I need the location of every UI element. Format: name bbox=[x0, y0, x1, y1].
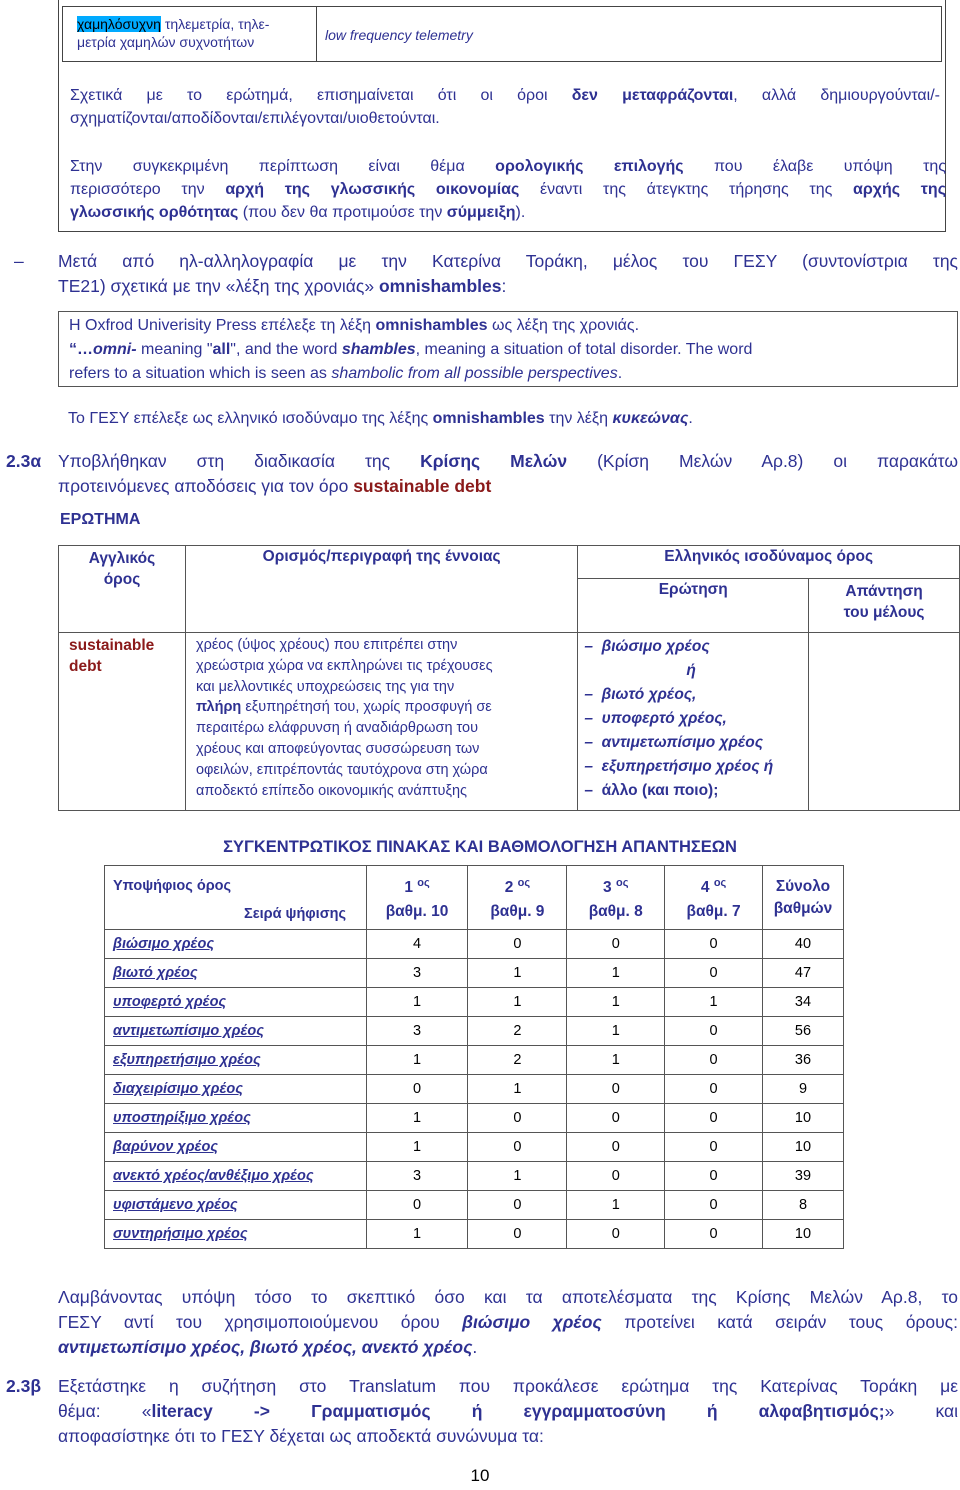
conclusion-l2c: προτείνει κατά σειράν τους όρους: bbox=[601, 1312, 958, 1332]
th-order-label: Σειρά ψήφισης bbox=[244, 906, 347, 922]
vote-count: 4 bbox=[366, 930, 468, 959]
oxford-term: omnishambles bbox=[375, 317, 488, 334]
term-text: sustainable debt bbox=[69, 637, 155, 675]
def-line: περαιτέρω ελάφρυνση ή αναδιάρθρωση του bbox=[195, 720, 479, 737]
option-3 bbox=[584, 707, 808, 731]
oxford-shambles: shambles bbox=[341, 341, 416, 358]
email-term: omnishambles bbox=[378, 276, 502, 296]
vote-count: 0 bbox=[665, 959, 763, 988]
oxford-l2c: meaning " bbox=[136, 341, 213, 358]
rank-sup: ος bbox=[713, 876, 727, 889]
oxford-l2e: ", and the word bbox=[230, 341, 342, 358]
candidate-term: συντηρήσιμο χρέος bbox=[105, 1220, 367, 1249]
def-line: χρέος (ύψος χρέους) που επιτρέπει στην bbox=[195, 637, 458, 653]
vote-count: 0 bbox=[567, 1075, 665, 1104]
vote-count: 0 bbox=[665, 1046, 763, 1075]
rank-num: 3 bbox=[603, 879, 612, 897]
rank-sup: ος bbox=[615, 876, 629, 889]
oxford-l3b: shambolic from all possible perspectives bbox=[331, 365, 618, 382]
candidate-term: βαρύνον χρέος bbox=[105, 1133, 367, 1162]
vote-count: 1 bbox=[366, 988, 468, 1017]
gesy-term: omnishambles bbox=[432, 410, 545, 427]
def-line: οφειλών, επιτρέποντάς ταυτόχρονα στη χώρα bbox=[195, 761, 488, 778]
note2-f: έναντι της άτεγκτης τήρησης της bbox=[519, 181, 854, 198]
vote-count: 1 bbox=[468, 1075, 567, 1104]
option-dash: – bbox=[584, 782, 593, 799]
s23b-l3: αποφασίστηκε ότι το ΓΕΣΥ δέχεται ως αποδεκτά συνώνυμα τα: bbox=[58, 1426, 544, 1446]
options-cell bbox=[578, 633, 809, 811]
total-score: 9 bbox=[763, 1075, 844, 1104]
oxford-quote-open: “… bbox=[69, 341, 93, 358]
oxford-l2g: , meaning a situation of total disorder. The word bbox=[415, 341, 753, 358]
oxford-omni: omni- bbox=[93, 341, 137, 358]
question-title: ΕΡΩΤΗΜΑ bbox=[60, 511, 141, 528]
candidate-term: υφιστάμενο χρέος bbox=[105, 1191, 367, 1220]
email-line2c: : bbox=[501, 276, 507, 296]
th-rank-3 bbox=[567, 866, 665, 930]
def-line: χρέους και αποφεύγοντας συσσώρευση των bbox=[195, 740, 480, 757]
vote-count: 1 bbox=[366, 1104, 468, 1133]
option-5 bbox=[584, 755, 808, 779]
th-definition: Ορισμός/περιγραφή της έννοιας bbox=[185, 546, 577, 633]
vote-count: 1 bbox=[665, 988, 763, 1017]
vote-count: 0 bbox=[468, 1133, 567, 1162]
glossary-row bbox=[62, 6, 942, 62]
option-6 bbox=[584, 779, 808, 803]
term-cell bbox=[59, 633, 186, 811]
option-text: εξυπηρετήσιμο χρέος ή bbox=[601, 758, 774, 775]
table-row bbox=[105, 1017, 844, 1046]
def-line: αποδεκτό επίπεδο οικονομικής ανάπτυξης bbox=[195, 782, 468, 799]
vote-count: 0 bbox=[366, 1191, 468, 1220]
summary-table bbox=[104, 865, 844, 1249]
note-terminology-choice bbox=[70, 155, 946, 224]
s23b-l1: Εξετάστηκε η συζήτηση στο Translatum που προκάλεσε ερώτημα της Κατερίνας Τοράκη με bbox=[58, 1376, 958, 1396]
table-row bbox=[105, 1104, 844, 1133]
candidate-term: βιώσιμο χρέος bbox=[105, 930, 367, 959]
gesy-e: . bbox=[688, 410, 693, 427]
table-row bbox=[105, 930, 844, 959]
vote-count: 0 bbox=[468, 1104, 567, 1133]
section-23a-text bbox=[58, 449, 958, 499]
email-paragraph bbox=[58, 249, 958, 299]
total-score: 10 bbox=[763, 1220, 844, 1249]
def-line: χρεώστρια χώρα να εκπληρώνει τις τρέχουσες bbox=[195, 657, 493, 674]
note2-k: ). bbox=[515, 204, 526, 221]
rank-num: 4 bbox=[700, 879, 710, 897]
gesy-kykeonas: κυκεώνας bbox=[612, 410, 689, 427]
note2-i: (που δεν θα προτιμούσε την bbox=[238, 204, 447, 221]
table-row bbox=[105, 988, 844, 1017]
vote-count: 3 bbox=[366, 1017, 468, 1046]
vote-count: 3 bbox=[366, 1162, 468, 1191]
vote-count: 3 bbox=[366, 959, 468, 988]
th-rank-2 bbox=[468, 866, 567, 930]
candidate-term: διαχειρίσιμο χρέος bbox=[105, 1075, 367, 1104]
th-english-label: Αγγλικός όρος bbox=[88, 550, 156, 588]
vote-count: 1 bbox=[567, 988, 665, 1017]
th-english-term bbox=[59, 546, 186, 633]
th-question: Ερώτηση bbox=[578, 579, 809, 633]
total-score: 56 bbox=[763, 1017, 844, 1046]
option-text: υποφερτό χρέος, bbox=[601, 710, 727, 727]
vote-count: 1 bbox=[366, 1046, 468, 1075]
note1-bold: δεν μεταφράζονται bbox=[571, 87, 734, 104]
option-2 bbox=[584, 683, 808, 707]
s23a-a: Υποβλήθηκαν στη διαδικασία της bbox=[58, 451, 421, 471]
candidate-term: εξυπηρετήσιμο χρέος bbox=[105, 1046, 367, 1075]
note2-d: περισσότερο την bbox=[70, 181, 226, 198]
def-line: και μελλοντικές υποχρεώσεις της για την bbox=[195, 678, 455, 695]
vote-count: 0 bbox=[665, 1162, 763, 1191]
rank-sup: ος bbox=[417, 876, 430, 889]
vote-count: 0 bbox=[468, 1220, 567, 1249]
total-score: 10 bbox=[763, 1104, 844, 1133]
option-dash: – bbox=[584, 710, 593, 727]
vote-count: 0 bbox=[468, 1191, 567, 1220]
table-row bbox=[105, 1191, 844, 1220]
option-dash: – bbox=[584, 758, 593, 775]
section-23a-number: 2.3α bbox=[6, 451, 42, 471]
s23a-b: Κρίσης Μελών bbox=[420, 451, 568, 471]
th-total-2: βαθμών bbox=[773, 899, 833, 917]
th-total-1: Σύνολο bbox=[775, 877, 831, 895]
note2-h: γλωσσικής ορθότητας bbox=[70, 204, 239, 221]
vote-count: 1 bbox=[567, 1046, 665, 1075]
th-candidate bbox=[105, 866, 367, 930]
email-line1: Μετά από ηλ-αλληλογραφία με την Κατερίνα Τοράκη, μέλος του ΓΕΣΥ (συντονίστρια της bbox=[58, 251, 958, 271]
th-total bbox=[763, 866, 844, 930]
section-23b-number: 2.3β bbox=[6, 1376, 42, 1396]
gesy-choice bbox=[68, 410, 693, 428]
s23b-l2c: » και bbox=[884, 1401, 958, 1421]
def-bold-word: πλήρη bbox=[195, 699, 242, 716]
conclusion-paragraph bbox=[58, 1285, 958, 1360]
oxford-l3a: refers to a situation which is seen as bbox=[69, 365, 332, 382]
option-dash: – bbox=[584, 734, 593, 751]
vote-count: 1 bbox=[366, 1220, 468, 1249]
note-translation bbox=[70, 84, 940, 130]
conclusion-l1: Λαμβάνοντας υπόψη τόσο το σκεπτικό όσο και τα αποτελέσματα της Κρίσης Μελών Αρ.8, το bbox=[58, 1287, 958, 1307]
conclusion-l2a: ΓΕΣΥ αντί του χρησιμοποιούμενου όρου bbox=[58, 1312, 463, 1332]
th-answer-label: Απάντηση του μέλους bbox=[843, 583, 925, 621]
candidate-term: υποστηρίξιμο χρέος bbox=[105, 1104, 367, 1133]
th-candidate-label: Υποψήφιος όρος bbox=[113, 878, 232, 894]
s23a-line2a: προτεινόμενες αποδόσεις για τον όρο bbox=[58, 476, 354, 496]
option-1 bbox=[584, 635, 808, 659]
vote-count: 0 bbox=[665, 930, 763, 959]
email-line2a: ΤΕ21) σχετικά με την «λέξη της χρονιάς» bbox=[58, 276, 379, 296]
dash-bullet: – bbox=[14, 251, 24, 271]
note2-j: σύμμειξη bbox=[446, 204, 516, 221]
table-row bbox=[105, 1075, 844, 1104]
candidate-term: υποφερτό χρέος bbox=[105, 988, 367, 1017]
vote-count: 0 bbox=[665, 1017, 763, 1046]
vote-count: 2 bbox=[468, 1017, 567, 1046]
note2-e: αρχή της γλωσσικής οικονομίας bbox=[225, 181, 520, 198]
total-score: 36 bbox=[763, 1046, 844, 1075]
vote-count: 0 bbox=[665, 1133, 763, 1162]
question-table bbox=[58, 545, 960, 811]
vote-count: 1 bbox=[468, 988, 567, 1017]
total-score: 10 bbox=[763, 1133, 844, 1162]
th-answer bbox=[809, 579, 960, 633]
vote-count: 0 bbox=[665, 1075, 763, 1104]
s23a-term: sustainable debt bbox=[353, 476, 492, 496]
total-score: 40 bbox=[763, 930, 844, 959]
rank-pts: βαθμ. 8 bbox=[588, 903, 643, 921]
option-4 bbox=[584, 731, 808, 755]
gesy-a: Το ΓΕΣΥ επέλεξε ως ελληνικό ισοδύναμο της λέξης bbox=[68, 410, 433, 427]
option-text: αντιμετωπίσιμο χρέος bbox=[601, 734, 763, 751]
vote-count: 0 bbox=[665, 1191, 763, 1220]
rank-pts: βαθμ. 10 bbox=[385, 903, 449, 921]
vote-count: 0 bbox=[468, 930, 567, 959]
note1-a: Σχετικά με το ερώτημά, επισημαίνεται ότι οι όροι bbox=[70, 87, 572, 104]
option-dash: – bbox=[584, 686, 593, 703]
s23a-c: (Κρίση Μελών Αρ.8) οι παρακάτω bbox=[567, 451, 959, 471]
rank-num: 1 bbox=[404, 879, 413, 897]
rank-pts: βαθμ. 7 bbox=[686, 903, 741, 921]
glossary-english-cell: low frequency telemetry bbox=[325, 27, 473, 43]
option-text: βιωτό χρέος, bbox=[601, 686, 697, 703]
oxford-quote-box bbox=[58, 311, 958, 387]
gesy-c: την λέξη bbox=[544, 410, 613, 427]
table-row bbox=[105, 959, 844, 988]
vote-count: 1 bbox=[468, 959, 567, 988]
definition-cell bbox=[185, 633, 577, 811]
vote-count: 0 bbox=[366, 1075, 468, 1104]
candidate-term: βιωτό χρέος bbox=[105, 959, 367, 988]
highlighted-term: χαμηλόσυχνη bbox=[77, 16, 161, 32]
candidate-term: αντιμετωπίσιμο χρέος bbox=[105, 1017, 367, 1046]
total-score: 8 bbox=[763, 1191, 844, 1220]
note2-a: Στην συγκεκριμένη περίπτωση είναι θέμα bbox=[70, 158, 496, 175]
option-dash: – bbox=[584, 638, 593, 655]
vote-count: 1 bbox=[567, 959, 665, 988]
answer-cell bbox=[809, 633, 960, 811]
option-or: ή bbox=[686, 662, 696, 679]
s23b-l2a: θέμα: « bbox=[58, 1401, 152, 1421]
conclusion-l3b: . bbox=[472, 1337, 478, 1357]
glossary-greek-cell bbox=[63, 7, 317, 61]
glossary-greek-rest: τηλεμετρία, τηλε- bbox=[160, 16, 270, 32]
vote-count: 0 bbox=[567, 1104, 665, 1133]
note1-c: , αλλά δημιουργούνται/- bbox=[733, 87, 940, 104]
vote-count: 1 bbox=[567, 1017, 665, 1046]
vote-count: 0 bbox=[567, 1133, 665, 1162]
conclusion-terms: αντιμετωπίσιμο χρέος, βιωτό χρέος, ανεκτό χρέος bbox=[58, 1337, 473, 1357]
vote-count: 1 bbox=[468, 1162, 567, 1191]
note2-b: ορολογικής επιλογής bbox=[495, 158, 684, 175]
option-text: βιώσιμο χρέος bbox=[601, 638, 710, 655]
oxford-l1c: ως λέξη της χρονιάς. bbox=[487, 317, 640, 334]
total-score: 34 bbox=[763, 988, 844, 1017]
vote-count: 0 bbox=[567, 930, 665, 959]
th-rank-1 bbox=[366, 866, 468, 930]
glossary-greek-line2: μετρία χαμηλών συχνοτήτων bbox=[77, 34, 255, 50]
total-score: 39 bbox=[763, 1162, 844, 1191]
section-23b-text bbox=[58, 1374, 958, 1449]
th-greek-equivalent: Ελληνικός ισοδύναμος όρος bbox=[578, 546, 960, 579]
table-row bbox=[105, 1133, 844, 1162]
oxford-l3c: . bbox=[617, 365, 623, 382]
table-row bbox=[105, 1046, 844, 1075]
oxford-all: all bbox=[212, 341, 231, 358]
vote-count: 1 bbox=[567, 1191, 665, 1220]
note1-line2: σχηματίζονται/αποδίδονται/επιλέγονται/υιοθετούνται. bbox=[70, 110, 440, 127]
vote-count: 0 bbox=[567, 1220, 665, 1249]
th-rank-4 bbox=[665, 866, 763, 930]
rank-sup: ος bbox=[517, 876, 531, 889]
table-row bbox=[105, 1162, 844, 1191]
vote-count: 0 bbox=[665, 1104, 763, 1133]
oxford-l1a: Η Oxfrod Univerisity Press επέλεξε τη λέξη bbox=[69, 317, 376, 334]
summary-title: ΣΥΓΚΕΝΤΡΩΤΙΚΟΣ ΠΙΝΑΚΑΣ ΚΑΙ ΒΑΘΜΟΛΟΓΗΣΗ ΑΠΑΝΤΗΣΕΩΝ bbox=[223, 838, 737, 856]
rank-num: 2 bbox=[504, 879, 514, 897]
def-line: εξυπηρέτησή του, χωρίς προσφυγή σε bbox=[245, 699, 492, 716]
option-text: άλλο (και ποιο); bbox=[601, 782, 719, 799]
vote-count: 0 bbox=[665, 1220, 763, 1249]
conclusion-term: βιώσιμο χρέος bbox=[462, 1312, 602, 1332]
rank-pts: βαθμ. 9 bbox=[490, 903, 545, 921]
candidate-term: ανεκτό χρέος/ανθέξιμο χρέος bbox=[105, 1162, 367, 1191]
vote-count: 1 bbox=[366, 1133, 468, 1162]
note2-c: που έλαβε υπόψη της bbox=[683, 158, 947, 175]
table-row bbox=[105, 1220, 844, 1249]
total-score: 47 bbox=[763, 959, 844, 988]
note2-g: αρχής της bbox=[853, 181, 947, 198]
vote-count: 2 bbox=[468, 1046, 567, 1075]
page-number: 10 bbox=[470, 1466, 490, 1485]
s23b-literacy: literacy -> Γραμματισμός ή εγγραμματοσύνη ή αλφαβητισμός; bbox=[151, 1401, 885, 1421]
vote-count: 0 bbox=[567, 1162, 665, 1191]
